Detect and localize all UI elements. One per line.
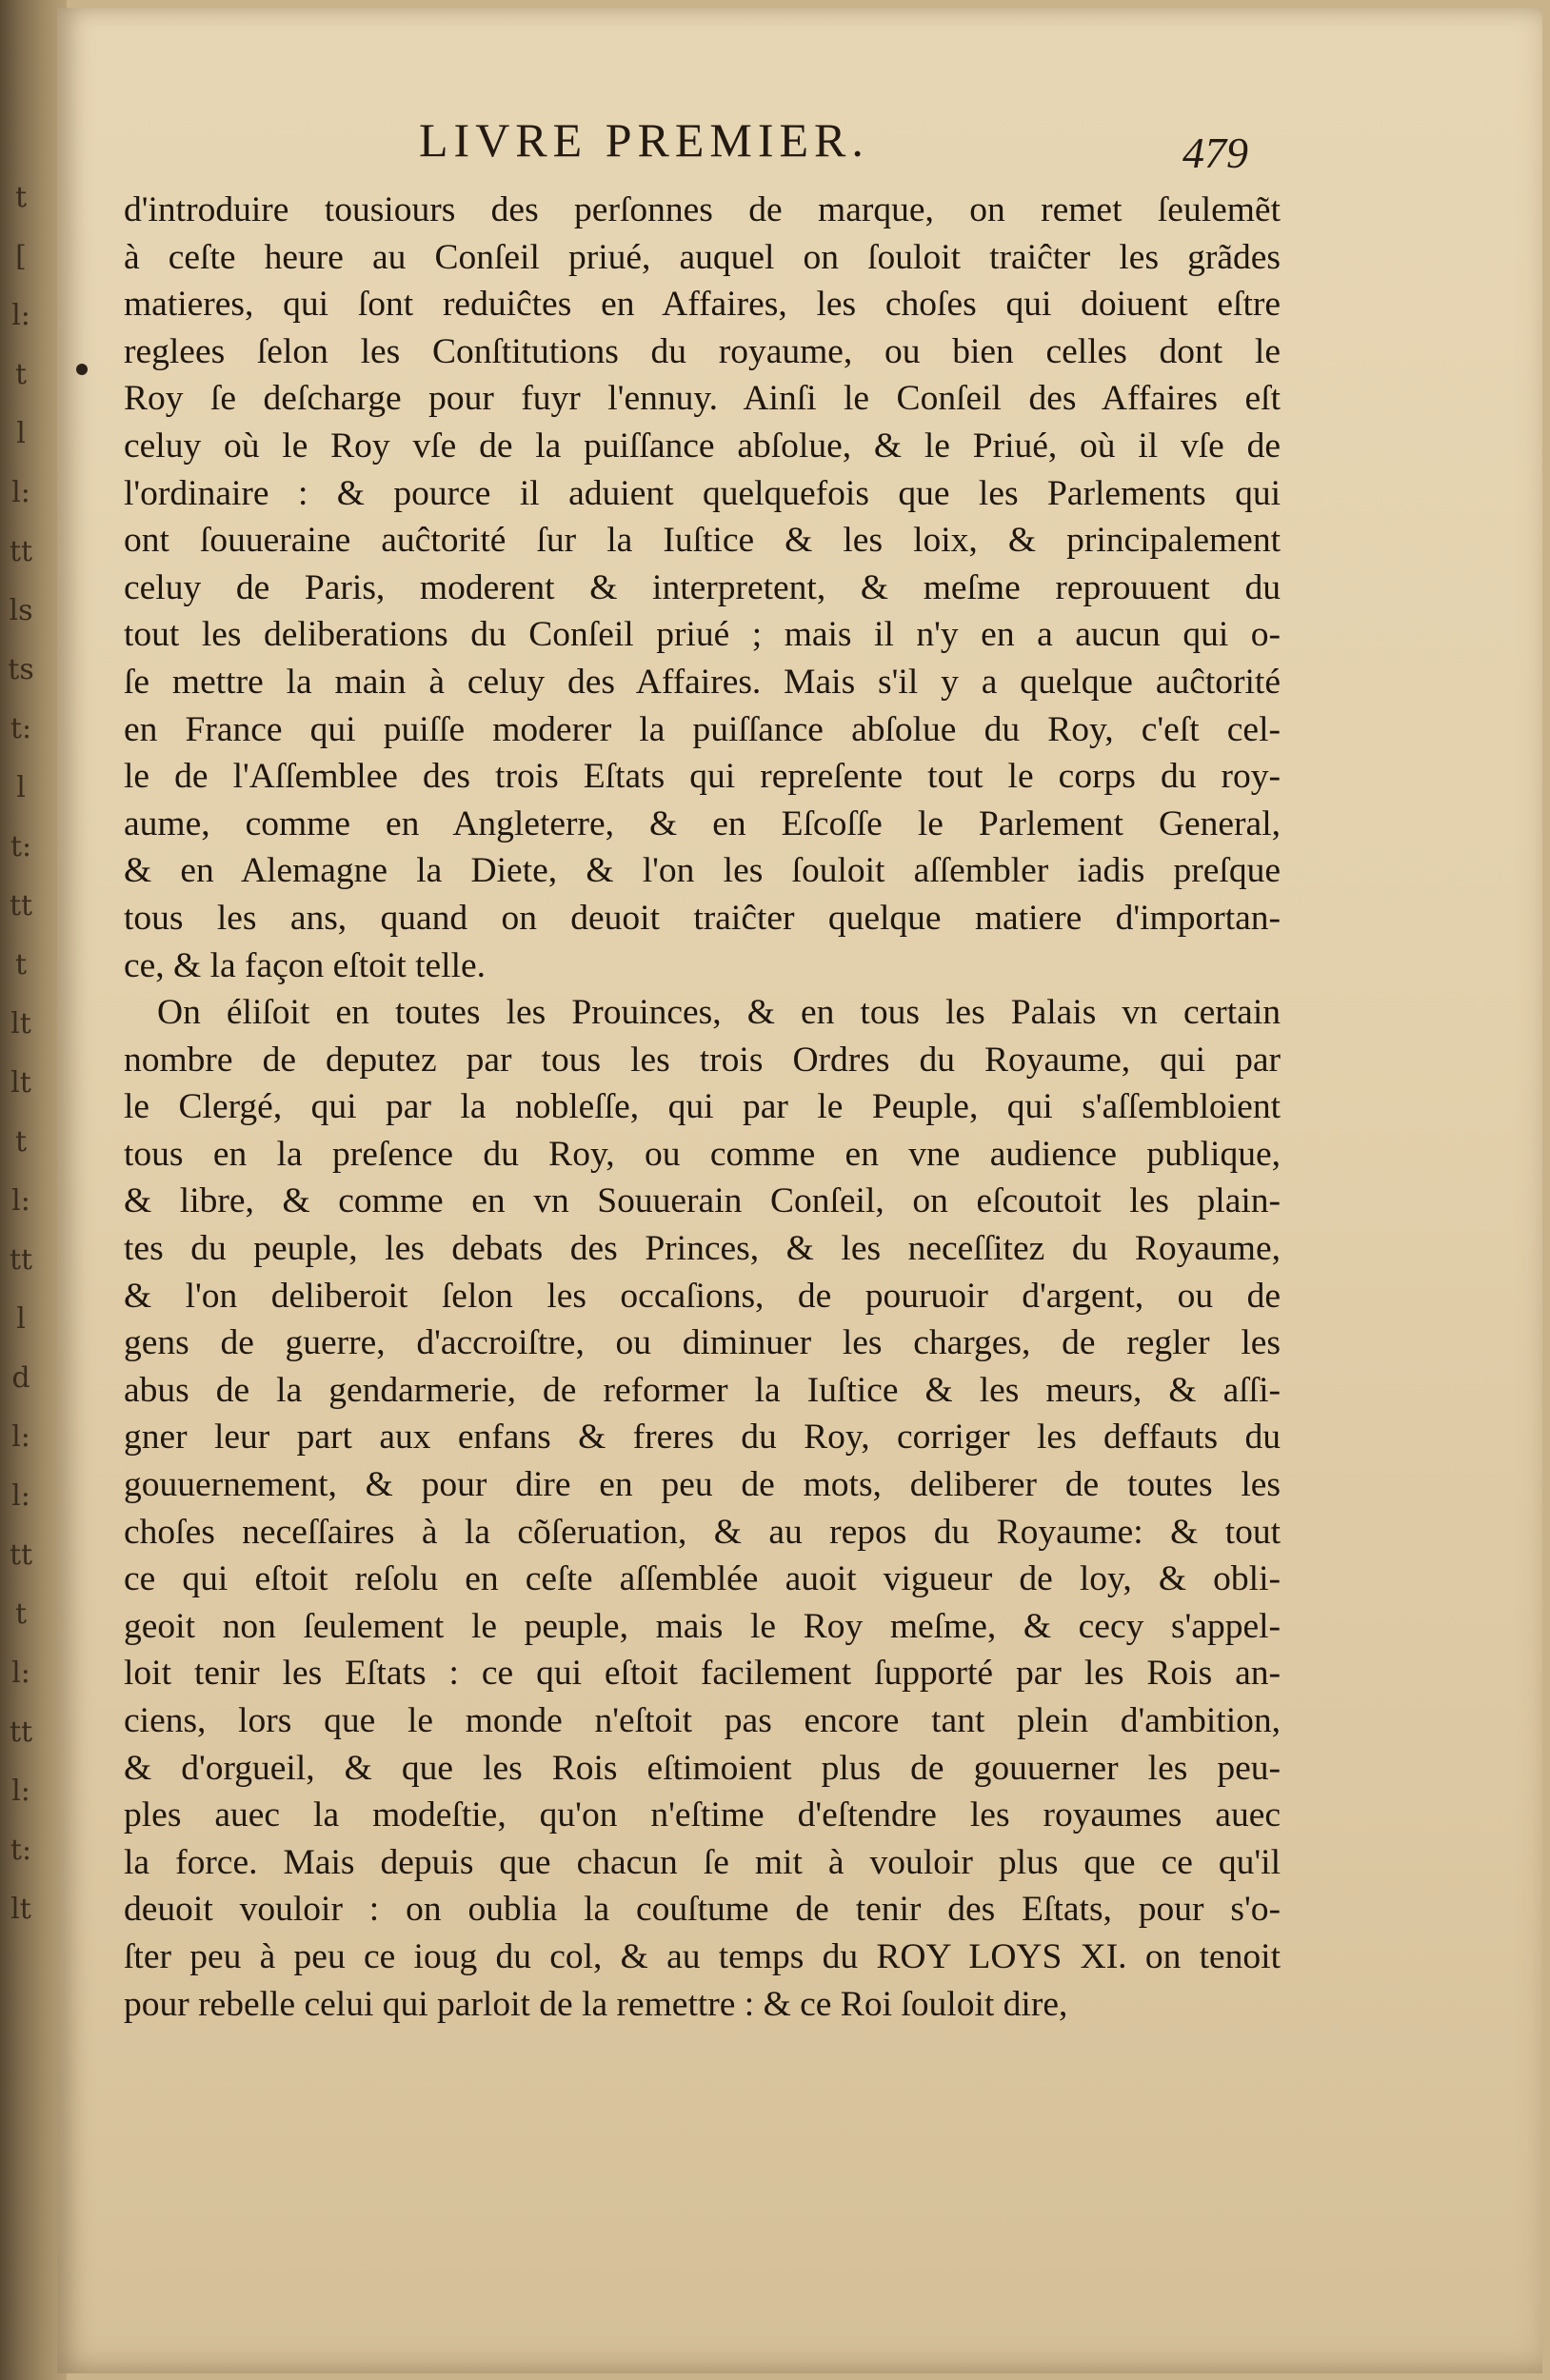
page-number: 479	[1182, 129, 1248, 177]
margin-mark: t:	[10, 830, 32, 863]
margin-mark: l:	[11, 1656, 30, 1690]
text-line: à ceſte heure au Conſeil priué, auquel on ſouloit traiĉter les grãdes	[124, 237, 1281, 277]
text-line: ſe mettre la main à celuy des Affaires. Mais s'il y a quelque auĉtorité	[124, 662, 1281, 702]
text-line: ciens, lors que le monde n'eſtoit pas encore tant plein d'ambition,	[124, 1701, 1281, 1740]
margin-mark: t:	[10, 712, 32, 745]
text-line: en France qui puiſſe moderer la puiſſance abſolue du Roy, c'eſt cel-	[124, 709, 1281, 749]
margin-mark: t	[14, 1125, 28, 1159]
text-line: loit tenir les Eſtats : ce qui eſtoit facilement ſupporté par les Rois an-	[124, 1654, 1281, 1694]
text-line: On éliſoit en toutes les Prouinces, & en tous les Palais vn certain	[157, 993, 1281, 1033]
text-line: le Clergé, qui par la nobleſſe, qui par le Peuple, qui s'aſſembloient	[124, 1087, 1281, 1127]
left-margin-show-through	[4, 181, 38, 1990]
text-line: abus de la gendarmerie, de reformer la Iuſtice & les meurs, & aſſi-	[124, 1370, 1281, 1410]
margin-mark: l	[16, 771, 26, 804]
margin-mark: l:	[11, 299, 30, 332]
text-line: ſter peu à peu ce ioug du col, & au temps du ROY LOYS XI. on tenoit	[124, 1936, 1281, 1976]
paragraph-1	[124, 187, 1281, 989]
text-line: celuy où le Roy vſe de la puiſſance abſolue, & le Priué, où il vſe de	[124, 426, 1281, 466]
text-line: la force. Mais depuis que chacun ſe mit à vouloir plus que ce qu'il	[124, 1842, 1281, 1882]
margin-mark: l:	[11, 1420, 30, 1454]
margin-mark: l:	[11, 1184, 30, 1218]
text-line: geoit non ſeulement le peuple, mais le Roy meſme, & cecy s'appel-	[124, 1606, 1281, 1646]
margin-mark: tt	[9, 1243, 33, 1277]
margin-mark: lt	[10, 1893, 31, 1926]
margin-mark: ts	[8, 653, 34, 686]
text-line: choſes neceſſaires à la cõſeruation, & au repos du Royaume: & tout	[124, 1512, 1281, 1552]
text-line: le de l'Aſſemblee des trois Eſtats qui repreſente tout le corps du roy-	[124, 757, 1281, 797]
running-title: LIVRE PREMIER.	[419, 113, 869, 167]
margin-mark: tt	[9, 1716, 33, 1749]
margin-mark: t	[14, 358, 28, 391]
text-line: tes du peuple, les debats des Princes, & les neceſſitez du Royaume,	[124, 1229, 1281, 1269]
margin-mark: lt	[10, 1066, 31, 1100]
margin-mark: l	[16, 417, 26, 450]
text-line: l'ordinaire : & pource il aduient quelquefois que les Parlements qui	[124, 473, 1281, 513]
text-line: d'introduire tousiours des perſonnes de marque, on remet ſeulemẽt	[124, 190, 1281, 229]
margin-mark: [	[15, 240, 27, 273]
margin-mark: t:	[10, 1834, 32, 1867]
margin-mark: d	[11, 1361, 30, 1395]
margin-mark: tt	[9, 1538, 33, 1572]
text-line: deuoit vouloir : on oublia la couſtume de tenir des Eſtats, pour s'o-	[124, 1890, 1281, 1930]
margin-mark: t	[14, 1597, 28, 1631]
text-line: & l'on deliberoit ſelon les occaſions, de pouruoir d'argent, ou de	[124, 1276, 1281, 1316]
text-line: ples auec la modeſtie, qu'on n'eſtime d'eſtendre les royaumes auec	[124, 1795, 1281, 1835]
margin-mark: t	[14, 948, 28, 982]
margin-mark: l:	[11, 1775, 30, 1808]
margin-mark: l:	[11, 476, 30, 509]
text-line: & libre, & comme en vn Souuerain Conſeil, on eſcoutoit les plain-	[124, 1181, 1281, 1221]
margin-mark: lt	[10, 1007, 31, 1041]
body-text	[124, 187, 1281, 2028]
text-line: & d'orgueil, & que les Rois eſtimoient plus de gouuerner les peu-	[124, 1748, 1281, 1788]
text-line: gouuernement, & pour dire en peu de mots, deliberer de toutes les	[124, 1465, 1281, 1505]
text-line: aume, comme en Angleterre, & en Eſcoſſe le Parlement General,	[124, 803, 1281, 843]
text-line: tout les deliberations du Conſeil priué ; mais il n'y en a aucun qui o-	[124, 615, 1281, 655]
margin-mark: tt	[9, 889, 33, 922]
text-line: tous les ans, quand on deuoit traiĉter quelque matiere d'importan-	[124, 898, 1281, 938]
text-line: ont ſouueraine auĉtorité ſur la Iuſtice & les loix, & principalement	[124, 521, 1281, 561]
text-line: matieres, qui ſont reduiĉtes en Affaires, les choſes qui doiuent eſtre	[124, 285, 1281, 325]
margin-mark: l	[16, 1302, 26, 1336]
text-line: tous en la preſence du Roy, ou comme en vne audience publique,	[124, 1134, 1281, 1174]
text-line: pour rebelle celui qui parloit de la remettre : & ce Roi ſouloit dire,	[124, 1984, 1068, 2024]
text-line: reglees ſelon les Conſtitutions du royaume, ou bien celles dont le	[124, 331, 1281, 371]
margin-mark: tt	[9, 535, 33, 568]
margin-mark: ls	[9, 594, 33, 627]
text-line: ce qui eſtoit reſolu en ceſte aſſemblée auoit vigueur de loy, & obli-	[124, 1559, 1281, 1599]
text-line: celuy de Paris, moderent & interpretent, & meſme reprouuent du	[124, 567, 1281, 607]
margin-mark: t	[14, 181, 28, 214]
margin-bullet-mark	[76, 364, 88, 375]
margin-mark: l:	[11, 1479, 30, 1513]
text-line: & en Alemagne la Diete, & l'on les ſouloit aſſembler iadis preſque	[124, 851, 1281, 891]
text-line: gner leur part aux enfans & freres du Roy, corriger les deffauts du	[124, 1418, 1281, 1458]
paragraph-2	[124, 989, 1281, 2028]
text-line: nombre de deputez par tous les trois Ordres du Royaume, qui par	[124, 1040, 1281, 1080]
text-line: Roy ſe deſcharge pour fuyr l'ennuy. Ainſi le Conſeil des Affaires eſt	[124, 379, 1281, 419]
text-line: gens de guerre, d'accroiſtre, ou diminuer les charges, de regler les	[124, 1323, 1281, 1363]
text-line: ce, & la façon eſtoit telle.	[124, 945, 487, 985]
